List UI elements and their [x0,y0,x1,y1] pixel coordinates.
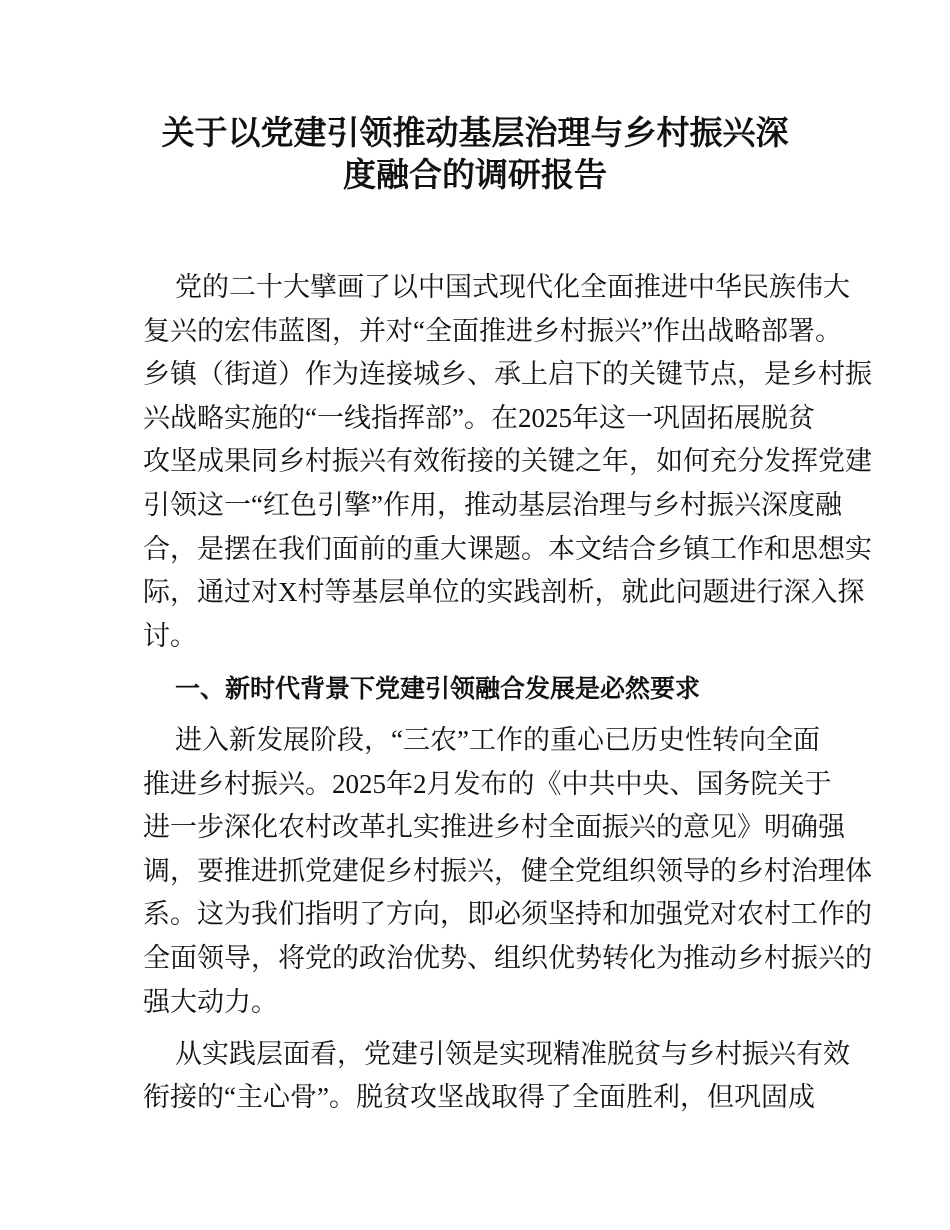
text-line: 推进乡村振兴。2025年2月发布的《中共中央、国务院关于 [143,768,832,799]
text-line: 进一步深化农村改革扎实推进乡村全面振兴的意见》明确强 [143,812,845,843]
text-line: 合，是摆在我们面前的重大课题。本文结合乡镇工作和思想实 [143,533,872,564]
title-line: 度融合的调研报告 [343,155,607,194]
title-line: 关于以党建引领推动基层治理与乡村振兴深 [161,113,789,152]
section-heading: 一、新时代背景下党建引领融合发展是必然要求 [175,673,701,703]
text-line: 讨。 [143,620,197,651]
document-body [143,266,872,1120]
text-line: 复兴的宏伟蓝图，并对“全面推进乡村振兴”作出战略部署。 [143,315,842,346]
text-line: 际，通过对X村等基层单位的实践剖析，就此问题进行深入探 [143,577,865,608]
text-line: 从实践层面看，党建引领是实现精准脱贫与乡村振兴有效 [175,1038,850,1069]
text-line: 衔接的“主心骨”。脱贫攻坚战取得了全面胜利，但巩固成 [143,1082,815,1113]
text-line: 兴战略实施的“一线指挥部”。在2025年这一巩固拓展脱贫 [143,402,815,433]
text-line: 全面领导，将党的政治优势、组织优势转化为推动乡村振兴的 [143,942,872,973]
text-line: 攻坚成果同乡村振兴有效衔接的关键之年，如何充分发挥党建 [143,446,872,477]
text-line: 调，要推进抓党建促乡村振兴，健全党组织领导的乡村治理体 [143,855,872,886]
text-line: 引领这一“红色引擎”作用，推动基层治理与乡村振兴深度融 [143,489,842,520]
text-line: 乡镇（街道）作为连接城乡、承上启下的关键节点，是乡村振 [143,359,872,390]
paragraph-section1 [143,719,872,1024]
document-title [0,112,950,196]
text-line: 党的二十大擘画了以中国式现代化全面推进中华民族伟大 [175,272,850,302]
paragraph-intro [143,266,872,658]
paragraph-practice [143,1033,850,1120]
text-line: 进入新发展阶段，“三农”工作的重心已历史性转向全面 [175,724,820,755]
text-line: 强大动力。 [143,986,278,1017]
text-line: 系。这为我们指明了方向，即必须坚持和加强党对农村工作的 [143,899,872,930]
